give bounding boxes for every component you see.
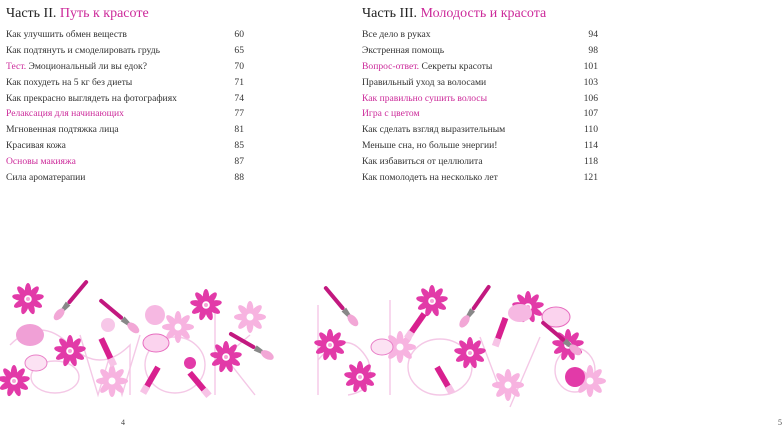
- toc-entry-title: [362, 59, 492, 75]
- toc-entry: [6, 59, 244, 75]
- part-label: Часть II.: [6, 6, 57, 21]
- toc-entry-page: 81: [234, 124, 244, 136]
- toc-entry-text: Как подтянуть и смоделировать грудь: [6, 44, 160, 56]
- page-number: 5: [778, 418, 782, 427]
- toc-entry-title: [6, 106, 124, 122]
- toc-entry-text: Игра с цветом: [362, 108, 420, 120]
- part-title: Молодость и красота: [420, 6, 547, 21]
- toc-entry-title: [362, 170, 498, 186]
- toc-entry-text: Основы макияжа: [6, 156, 76, 168]
- toc-entry-page: 98: [588, 44, 598, 56]
- toc-entry-title: [6, 91, 177, 107]
- toc-entry-title: [362, 27, 431, 43]
- part-label: Часть III.: [362, 6, 418, 21]
- toc-entry-text: Секреты красоты: [419, 60, 493, 72]
- toc-entry-page: 74: [234, 92, 244, 104]
- toc-entry-page: 88: [234, 172, 244, 184]
- toc-entry-title: [6, 75, 132, 91]
- toc-entry-title: [362, 138, 497, 154]
- toc-entry-text: Мгновенная подтяжка лица: [6, 124, 119, 136]
- toc-entry: [362, 154, 598, 170]
- toc-entry-page: 118: [583, 156, 598, 168]
- toc-entry-page: 94: [588, 29, 598, 40]
- toc-entry-title: [6, 27, 127, 43]
- toc-entry-page: 114: [583, 140, 598, 152]
- toc-entry: [6, 27, 244, 43]
- toc-entry-page: 77: [234, 108, 244, 120]
- part-heading: [362, 6, 546, 22]
- toc-entry-title: [362, 154, 483, 170]
- toc-entry: [362, 43, 598, 59]
- toc-entry-page: 121: [583, 172, 598, 184]
- toc-entry-page: 110: [583, 124, 598, 136]
- page-number: 4: [121, 418, 125, 427]
- toc-entry-text: Как правильно сушить волосы: [362, 92, 488, 104]
- toc-entry-title: [6, 154, 76, 170]
- toc-entry: [6, 170, 244, 186]
- toc-entry-page: 65: [234, 44, 244, 56]
- toc-entry-page: 103: [583, 76, 598, 88]
- toc-entry-prefix: Вопрос-ответ.: [362, 60, 420, 72]
- toc-entry-text: Как прекрасно выглядеть на фотографиях: [6, 92, 177, 104]
- toc-entry-text: Экстренная помощь: [362, 44, 445, 56]
- toc-entry-page: 70: [234, 60, 244, 72]
- toc-entry-text: Эмоциональный ли вы едок?: [26, 60, 147, 72]
- toc-entry-text: Как сделать взгляд выразительным: [362, 124, 506, 136]
- toc-list: [362, 27, 598, 186]
- toc-entry-page: 71: [234, 76, 244, 88]
- toc-entry-title: [6, 59, 147, 75]
- toc-entry: [6, 91, 244, 107]
- toc-entry-page: 101: [583, 60, 598, 72]
- toc-entry: [6, 138, 244, 154]
- toc-entry: [362, 59, 598, 75]
- toc-entry-title: [362, 91, 487, 107]
- toc-entry: [362, 27, 598, 43]
- toc-entry-page: 60: [234, 29, 244, 40]
- toc-entry-text: Правильный уход за волосами: [362, 76, 487, 88]
- toc-entry: [362, 138, 598, 154]
- toc-entry-title: [6, 170, 85, 186]
- part-title: Путь к красоте: [59, 6, 149, 21]
- left-page-ornaments: [0, 278, 275, 398]
- toc-entry-title: [362, 122, 505, 138]
- toc-entry-text: Релаксация для начинающих: [6, 108, 124, 120]
- toc-entry-text: Меньше сна, но больше энергии!: [362, 140, 498, 152]
- toc-entry-text: Как помолодеть на несколько лет: [362, 172, 498, 184]
- toc-entry-page: 87: [234, 156, 244, 168]
- toc-entry-text: Как улучшить обмен веществ: [6, 29, 127, 40]
- toc-entry-title: [6, 43, 160, 59]
- toc-entry-title: [6, 138, 66, 154]
- cosmetics-illustration: [0, 285, 600, 405]
- part-heading: [6, 6, 149, 22]
- toc-list: [6, 27, 244, 186]
- toc-entry-text: Сила ароматерапии: [6, 172, 86, 184]
- toc-entry: [6, 122, 244, 138]
- toc-entry-text: Все дело в руках: [362, 29, 431, 40]
- toc-entry: [6, 154, 244, 170]
- right-page-ornaments: [314, 283, 606, 401]
- toc-entry: [6, 43, 244, 59]
- toc-entry-title: [362, 106, 420, 122]
- toc-entry: [362, 91, 598, 107]
- toc-entry: [6, 75, 244, 91]
- toc-entry-text: Красивая кожа: [6, 140, 66, 152]
- toc-entry-text: Как похудеть на 5 кг без диеты: [6, 76, 133, 88]
- toc-entry: [362, 106, 598, 122]
- toc-entry-prefix: Тест.: [6, 60, 27, 72]
- toc-entry: [362, 122, 598, 138]
- toc-entry: [362, 170, 598, 186]
- toc-entry-title: [362, 75, 486, 91]
- toc-entry-text: Как избавиться от целлюлита: [362, 156, 483, 168]
- toc-entry-page: 106: [583, 92, 598, 104]
- toc-entry-page: 107: [583, 108, 598, 120]
- toc-entry-title: [362, 43, 444, 59]
- toc-entry: [6, 106, 244, 122]
- toc-entry: [362, 75, 598, 91]
- toc-entry-page: 85: [234, 140, 244, 152]
- toc-entry-title: [6, 122, 119, 138]
